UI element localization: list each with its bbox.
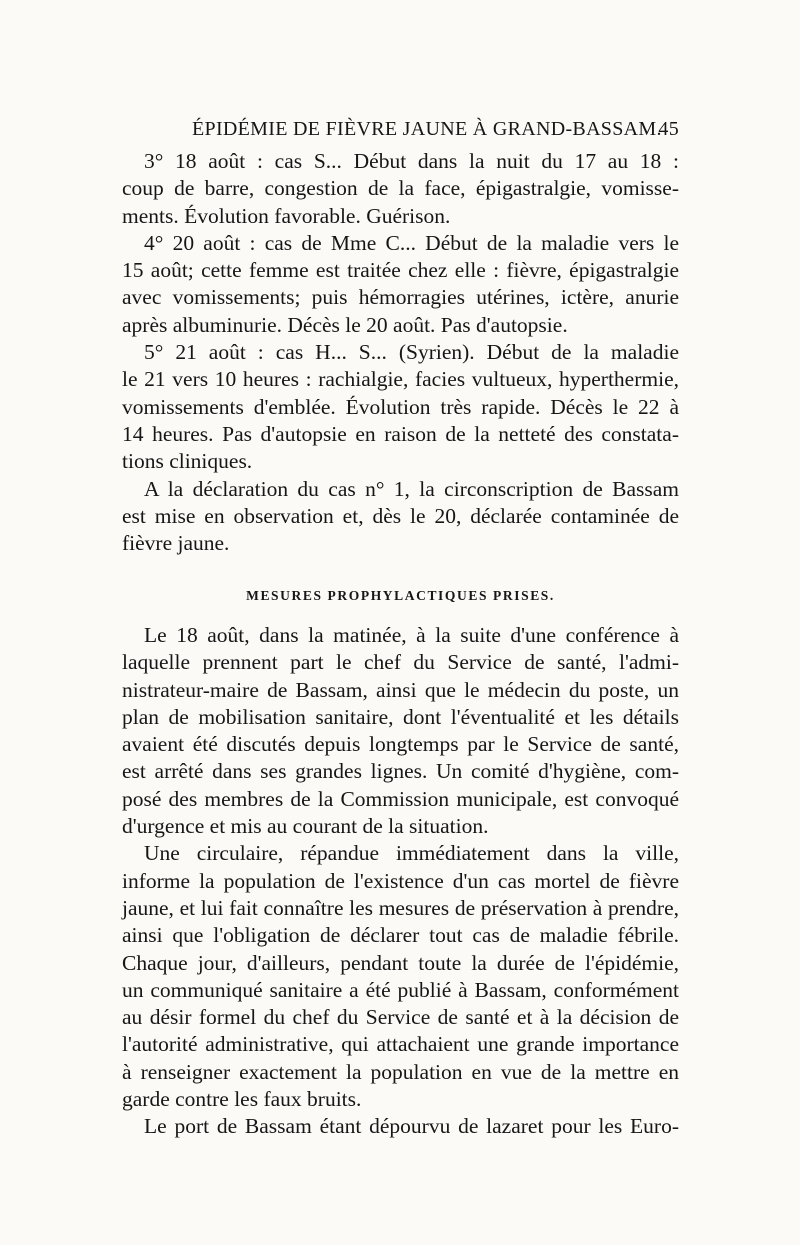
text-line: l'autorité administrative, qui attachaient une grande importance [122, 1032, 679, 1057]
page-number: 45 [658, 118, 679, 140]
prophylactic-measures-text [122, 622, 679, 1141]
text-line: nistrateur-maire de Bassam, ainsi que le médecin du poste, un [122, 677, 679, 702]
text-line: le 21 vers 10 heures : rachialgie, facies vultueux, hyperthermie, [122, 367, 679, 392]
text-line: Chaque jour, d'ailleurs, pendant toute la durée de l'épidémie, [122, 950, 679, 975]
text-line: est mise en observation et, dès le 20, déclarée contaminée de [122, 503, 679, 528]
text-line: Le 18 août, dans la matinée, à la suite d'une conférence à [144, 623, 679, 647]
text-line: informe la population de l'existence d'un cas mortel de fièvre [122, 868, 679, 893]
text-line: 15 août; cette femme est traitée chez elle : fièvre, épigastralgie [122, 258, 679, 283]
text-line: vomissements d'emblée. Évolution très rapide. Décès le 22 à [122, 394, 679, 419]
text-line: fièvre jaune. [122, 531, 230, 556]
text-line: A la déclaration du cas n° 1, la circonscription de Bassam [144, 476, 679, 501]
text-line: ainsi que l'obligation de déclarer tout cas de maladie fébrile. [122, 923, 679, 948]
text-line: au désir formel du chef du Service de santé et à la décision de [122, 1005, 679, 1030]
running-title: ÉPIDÉMIE DE FIÈVRE JAUNE À GRAND-BASSAM. [192, 118, 662, 140]
text-line: 14 heures. Pas d'autopsie en raison de la netteté des constata- [122, 421, 679, 446]
text-line: posé des membres de la Commission municipale, est convoqué [122, 786, 679, 811]
text-line: après albuminurie. Décès le 20 août. Pas d'autopsie. [122, 312, 568, 337]
running-header [122, 118, 679, 144]
text-line: plan de mobilisation sanitaire, dont l'éventualité et les détails [122, 704, 679, 729]
text-line: Le port de Bassam étant dépourvu de lazaret pour les Euro- [144, 1114, 679, 1139]
text-line: garde contre les faux bruits. [122, 1087, 362, 1112]
text-line: avec vomissements; puis hémorragies utérines, ictère, anurie [122, 285, 679, 310]
text-line: un communiqué sanitaire a été publié à Bassam, conformément [122, 977, 679, 1002]
text-line: tions cliniques. [122, 449, 253, 474]
text-line: à renseigner exactement la population en vue de la mettre en [122, 1059, 679, 1084]
text-line: ments. Évolution favorable. Guérison. [122, 203, 451, 228]
text-line: avaient été discutés depuis longtemps par le Service de santé, [122, 732, 679, 757]
text-line: coup de barre, congestion de la face, épigastralgie, vomisse- [122, 176, 679, 201]
text-line: 4° 20 août : cas de Mme C... Début de la maladie vers le [144, 230, 679, 255]
text-line: jaune, et lui fait connaître les mesures de préservation à prendre, [122, 895, 679, 920]
text-line: 5° 21 août : cas H... S... (Syrien). Début de la maladie [144, 340, 679, 365]
case-list [122, 148, 679, 557]
text-line: Une circulaire, répandue immédiatement dans la ville, [144, 841, 679, 866]
text-line: 3° 18 août : cas S... Début dans la nuit du 17 au 18 : [144, 149, 679, 173]
text-line: d'urgence et mis au courant de la situation. [122, 814, 489, 839]
section-heading: MESURES PROPHYLACTIQUES PRISES. [246, 588, 555, 603]
text-line: est arrêté dans ses grandes lignes. Un comité d'hygiène, com- [122, 759, 679, 784]
text-line: laquelle prennent part le chef du Service de santé, l'admi- [122, 650, 679, 675]
